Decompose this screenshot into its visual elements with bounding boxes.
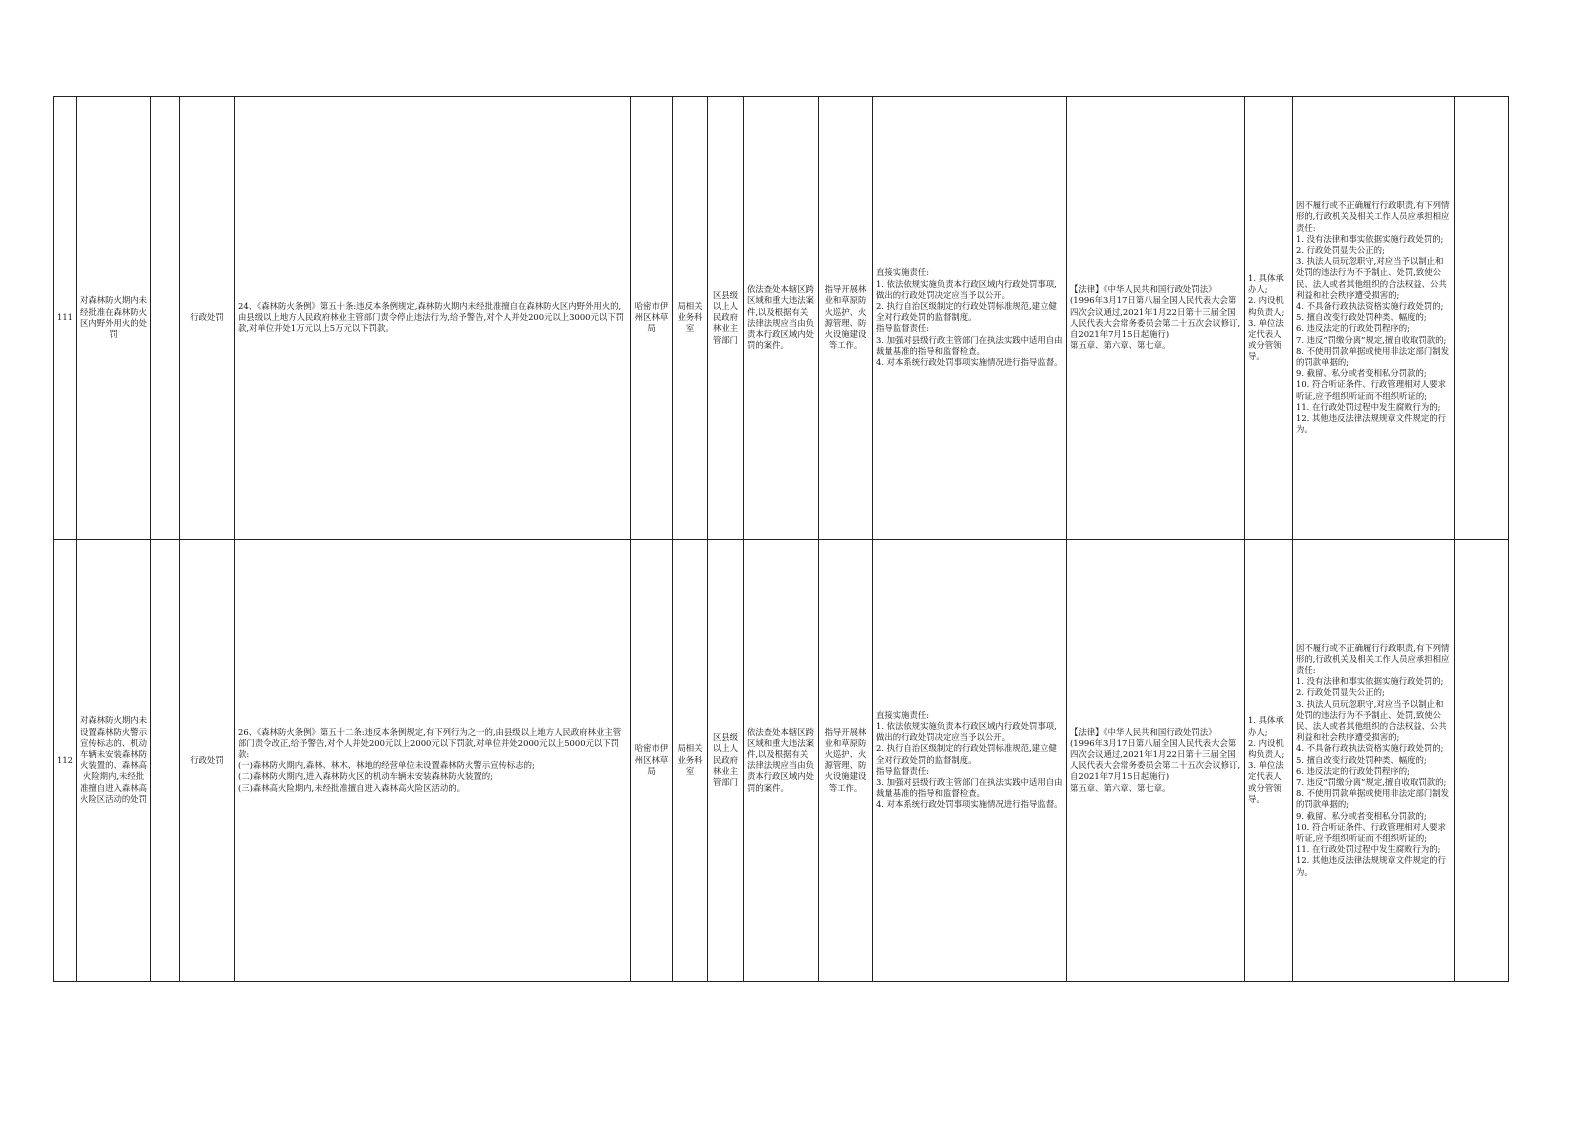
legal-basis-cell: 24、《森林防火条例》第五十条:违反本条例规定,森林防火期内未经批准擅自在森林防火区内野外用火的,由县级以上地方人民政府林业主管部门责令停止违法行为,给予警告,对个人并处200元以上3000元以下罚款,对单位并处1万元以上5万元以下罚款。	[235, 97, 631, 540]
internal-dept-cell: 局相关业务科室	[673, 97, 708, 540]
responsibility-cell: 直接实施责任: 1. 依法依规实施负责本行政区域内行政处罚事项,做出的行政处罚决定应当予以公开。 2. 执行自治区级制定的行政处罚标准规范,建立健全对行政处罚的监督制度。 指导监督责任: 3. 加强对县级行政主管部门在执法实践中适用自由裁量基准的指导和监督检查。 4. 对本系统行政处罚事项实施情况进行指导监督。	[873, 539, 1067, 982]
responsible-subject-cell: 1. 具体承办人; 2. 内设机构负责人; 3. 单位法定代表人或分管领导。	[1245, 97, 1293, 540]
table-row	[54, 539, 1509, 982]
remarks-cell	[1455, 97, 1509, 540]
category-cell: 行政处罚	[180, 97, 235, 540]
category-cell: 行政处罚	[180, 539, 235, 982]
responsible-subject-cell: 1. 具体承办人; 2. 内设机构负责人; 3. 单位法定代表人或分管领导。	[1245, 539, 1293, 982]
table-row	[54, 97, 1509, 540]
guidance-cell: 指导开展林业和草原防火巡护、火源管理、防火设施建设等工作。	[819, 539, 873, 982]
row-number: 112	[54, 539, 77, 982]
accountability-cell: 因不履行或不正确履行行政职责,有下列情形的,行政机关及相关工作人员应承担相应责任: 1. 没有法律和事实依据实施行政处罚的; 2. 行政处罚显失公正的; 3. 执法人员玩忽职守,对应当予以制止和处罚的违法行为不予制止、处罚,致使公民、法人或者其他组织的合法权益、公共利益和社会秩序遭受损害的; 4. 不具备行政执法资格实施行政处罚的; 5. 擅自改变行政处罚种类、幅度的; 6. 违反法定的行政处罚程序的; 7. 违反“罚缴分离”规定,擅自收取罚款的; 8. 不使用罚款单据或使用非法定部门制发的罚款单据的; 9. 截留、私分或者变相私分罚款的; 10. 符合听证条件、行政管理相对人要求听证,应予组织听证而不组织听证的; 11. 在行政处罚过程中发生腐败行为的; 12. 其他违反法律法规规章文件规定的行为。	[1293, 539, 1455, 982]
power-list-table	[53, 96, 1509, 982]
responsibility-basis-cell: 【法律】《中华人民共和国行政处罚法》 (1996年3月17日第八届全国人民代表大会第四次会议通过,2021年1月22日第十三届全国人民代表大会常务委员会第二十五次会议修订,自2021年7月15日起施行) 第五章、第六章、第七章。	[1067, 539, 1245, 982]
item-name-cell: 对森林防火期内未设置森林防火警示宣传标志的、机动车辆未安装森林防火装置的、森林高火险期内,未经批准擅自进入森林高火险区活动的处罚	[77, 539, 151, 982]
level-cell: 区县级以上人民政府林业主管部门	[708, 539, 744, 982]
level-cell: 区县级以上人民政府林业主管部门	[708, 97, 744, 540]
legal-basis-cell: 26、《森林防火条例》第五十二条:违反本条例规定,有下列行为之一的,由县级以上地方人民政府林业主管部门责令改正,给予警告,对个人并处200元以上2000元以下罚款,对单位并处2000元以上5000元以下罚款: (一)森林防火期内,森林、林木、林地的经营单位未设置森林防火警示宣传标志的; (二)森林防火期内,进入森林防火区的机动车辆未安装森林防火装置的; (三)森林高火险期内,未经批准擅自进入森林高火险区活动的。	[235, 539, 631, 982]
item-name-cell: 对森林防火期内未经批准在森林防火区内野外用火的处罚	[77, 97, 151, 540]
remarks-cell	[1455, 539, 1509, 982]
responsibility-basis-cell: 【法律】《中华人民共和国行政处罚法》 (1996年3月17日第八届全国人民代表大会第四次会议通过,2021年1月22日第十三届全国人民代表大会常务委员会第二十五次会议修订,自2021年7月15日起施行) 第五章、第六章、第七章。	[1067, 97, 1245, 540]
scope-cell: 依法查处本辖区跨区域和重大违法案件,以及根据有关法律法规应当由负责本行政区域内处罚的案件。	[744, 539, 819, 982]
guidance-cell: 指导开展林业和草原防火巡护、火源管理、防火设施建设等工作。	[819, 97, 873, 540]
scope-cell: 依法查处本辖区跨区域和重大违法案件,以及根据有关法律法规应当由负责本行政区域内处罚的案件。	[744, 97, 819, 540]
subitem-cell	[151, 539, 180, 982]
accountability-cell: 因不履行或不正确履行行政职责,有下列情形的,行政机关及相关工作人员应承担相应责任: 1. 没有法律和事实依据实施行政处罚的; 2. 行政处罚显失公正的; 3. 执法人员玩忽职守,对应当予以制止和处罚的违法行为不予制止、处罚,致使公民、法人或者其他组织的合法权益、公共利益和社会秩序遭受损害的; 4. 不具备行政执法资格实施行政处罚的; 5. 擅自改变行政处罚种类、幅度的; 6. 违反法定的行政处罚程序的; 7. 违反“罚缴分离”规定,擅自收取罚款的; 8. 不使用罚款单据或使用非法定部门制发的罚款单据的; 9. 截留、私分或者变相私分罚款的; 10. 符合听证条件、行政管理相对人要求听证,应予组织听证而不组织听证的; 11. 在行政处罚过程中发生腐败行为的; 12. 其他违反法律法规规章文件规定的行为。	[1293, 97, 1455, 540]
responsibility-cell: 直接实施责任: 1. 依法依规实施负责本行政区域内行政处罚事项,做出的行政处罚决定应当予以公开。 2. 执行自治区级制定的行政处罚标准规范,建立健全对行政处罚的监督制度。 指导监督责任: 3. 加强对县级行政主管部门在执法实践中适用自由裁量基准的指导和监督检查。 4. 对本系统行政处罚事项实施情况进行指导监督。	[873, 97, 1067, 540]
row-number: 111	[54, 97, 77, 540]
implementing-body-cell: 哈密市伊州区林草局	[631, 97, 673, 540]
subitem-cell	[151, 97, 180, 540]
implementing-body-cell: 哈密市伊州区林草局	[631, 539, 673, 982]
internal-dept-cell: 局相关业务科室	[673, 539, 708, 982]
